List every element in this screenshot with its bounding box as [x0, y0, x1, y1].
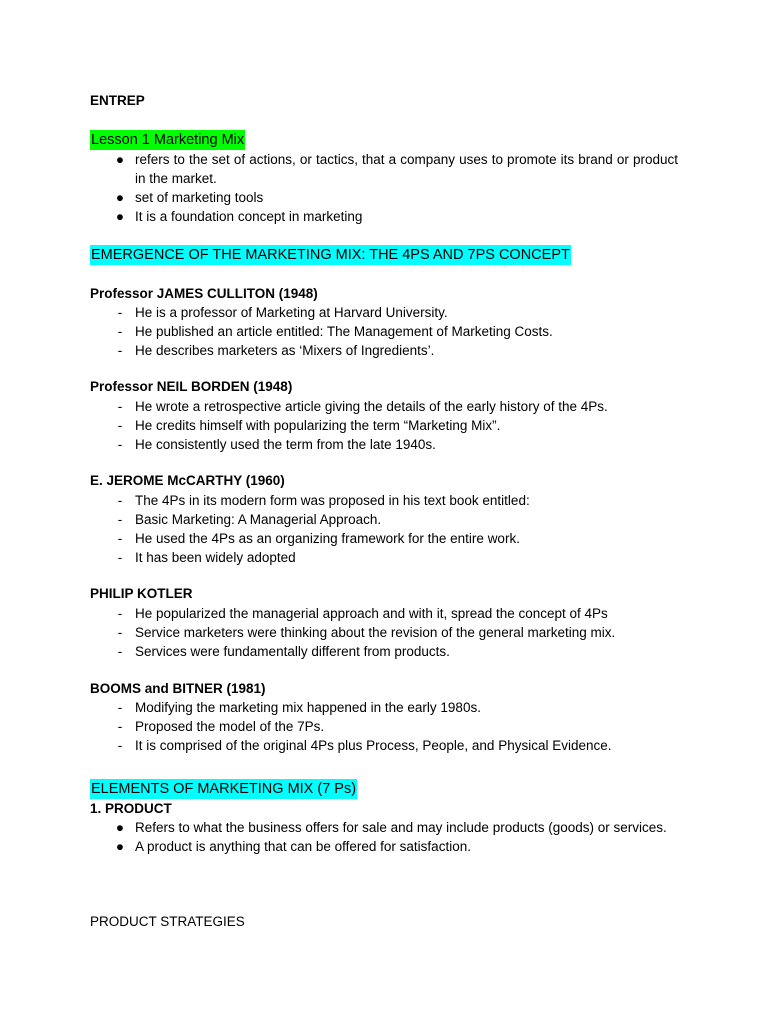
culliton-list: [90, 303, 678, 360]
list-item: ● refers to the set of actions, or tactics, that a company uses to promote its brand or product in the market.: [90, 150, 678, 188]
dash-icon: -: [117, 437, 123, 452]
lesson-bullets: [90, 150, 678, 226]
dash-icon: -: [117, 738, 123, 753]
culliton-heading: Professor JAMES CULLITON (1948): [90, 286, 318, 301]
dash-icon: -: [117, 343, 123, 358]
list-item: - Proposed the model of the 7Ps.: [90, 717, 678, 736]
bullet-icon: ●: [115, 209, 125, 224]
dash-icon: -: [117, 700, 123, 715]
list-item: - It has been widely adopted: [90, 548, 678, 567]
dash-icon: -: [117, 512, 123, 527]
kotler-list: [90, 604, 678, 661]
document-title: ENTREP: [90, 93, 145, 108]
list-item: - Modifying the marketing mix happened in the early 1980s.: [90, 698, 678, 717]
list-item: - He describes marketers as ‘Mixers of Ingredients’.: [90, 341, 678, 360]
list-item: - He credits himself with popularizing the term “Marketing Mix”.: [90, 416, 678, 435]
list-item: - Services were fundamentally different from products.: [90, 642, 678, 661]
list-item: ● A product is anything that can be offered for satisfaction.: [90, 837, 678, 856]
product-bullets: [90, 818, 678, 856]
list-item: - He is a professor of Marketing at Harvard University.: [90, 303, 678, 322]
dash-icon: -: [117, 324, 123, 339]
list-item: - Service marketers were thinking about the revision of the general marketing mix.: [90, 623, 678, 642]
emergence-heading: EMERGENCE OF THE MARKETING MIX: THE 4PS AND 7PS CONCEPT: [91, 247, 570, 263]
bullet-icon: ●: [115, 152, 125, 167]
dash-icon: -: [117, 606, 123, 621]
lesson-heading: Lesson 1 Marketing Mix: [91, 132, 245, 148]
list-item: - The 4Ps in its modern form was proposed in his text book entitled:: [90, 491, 678, 510]
list-item: ● set of marketing tools: [90, 188, 678, 207]
list-item: - He published an article entitled: The Management of Marketing Costs.: [90, 322, 678, 341]
borden-list: [90, 397, 678, 454]
bullet-icon: ●: [115, 820, 125, 835]
booms-heading: BOOMS and BITNER (1981): [90, 681, 266, 696]
kotler-heading: PHILIP KOTLER: [90, 586, 193, 601]
lesson-heading-wrap: [90, 130, 678, 150]
list-item: - He consistently used the term from the late 1940s.: [90, 435, 678, 454]
elements-heading-wrap: [90, 779, 678, 799]
bullet-icon: ●: [115, 190, 125, 205]
booms-list: [90, 698, 678, 755]
list-item: - He wrote a retrospective article giving the details of the early history of the 4Ps.: [90, 397, 678, 416]
mccarthy-list: [90, 491, 678, 567]
list-item: - It is comprised of the original 4Ps plus Process, People, and Physical Evidence.: [90, 736, 678, 755]
elements-heading: ELEMENTS OF MARKETING MIX (7 Ps): [91, 781, 357, 797]
dash-icon: -: [117, 418, 123, 433]
dash-icon: -: [117, 493, 123, 508]
list-item: ● Refers to what the business offers for sale and may include products (goods) or services.: [90, 818, 678, 837]
dash-icon: -: [117, 305, 123, 320]
dash-icon: -: [117, 625, 123, 640]
dash-icon: -: [117, 531, 123, 546]
bullet-icon: ●: [115, 839, 125, 854]
borden-heading: Professor NEIL BORDEN (1948): [90, 379, 293, 394]
list-item: - He used the 4Ps as an organizing framework for the entire work.: [90, 529, 678, 548]
dash-icon: -: [117, 719, 123, 734]
list-item: ● It is a foundation concept in marketing: [90, 207, 678, 226]
dash-icon: -: [117, 550, 123, 565]
dash-icon: -: [117, 644, 123, 659]
list-item: - Basic Marketing: A Managerial Approach.: [90, 510, 678, 529]
list-item: - He popularized the managerial approach and with it, spread the concept of 4Ps: [90, 604, 678, 623]
emergence-heading-wrap: [90, 245, 678, 265]
dash-icon: -: [117, 399, 123, 414]
product-heading: 1. PRODUCT: [90, 801, 172, 816]
mccarthy-heading: E. JEROME McCARTHY (1960): [90, 473, 285, 488]
product-strategies-heading: PRODUCT STRATEGIES: [90, 914, 245, 929]
